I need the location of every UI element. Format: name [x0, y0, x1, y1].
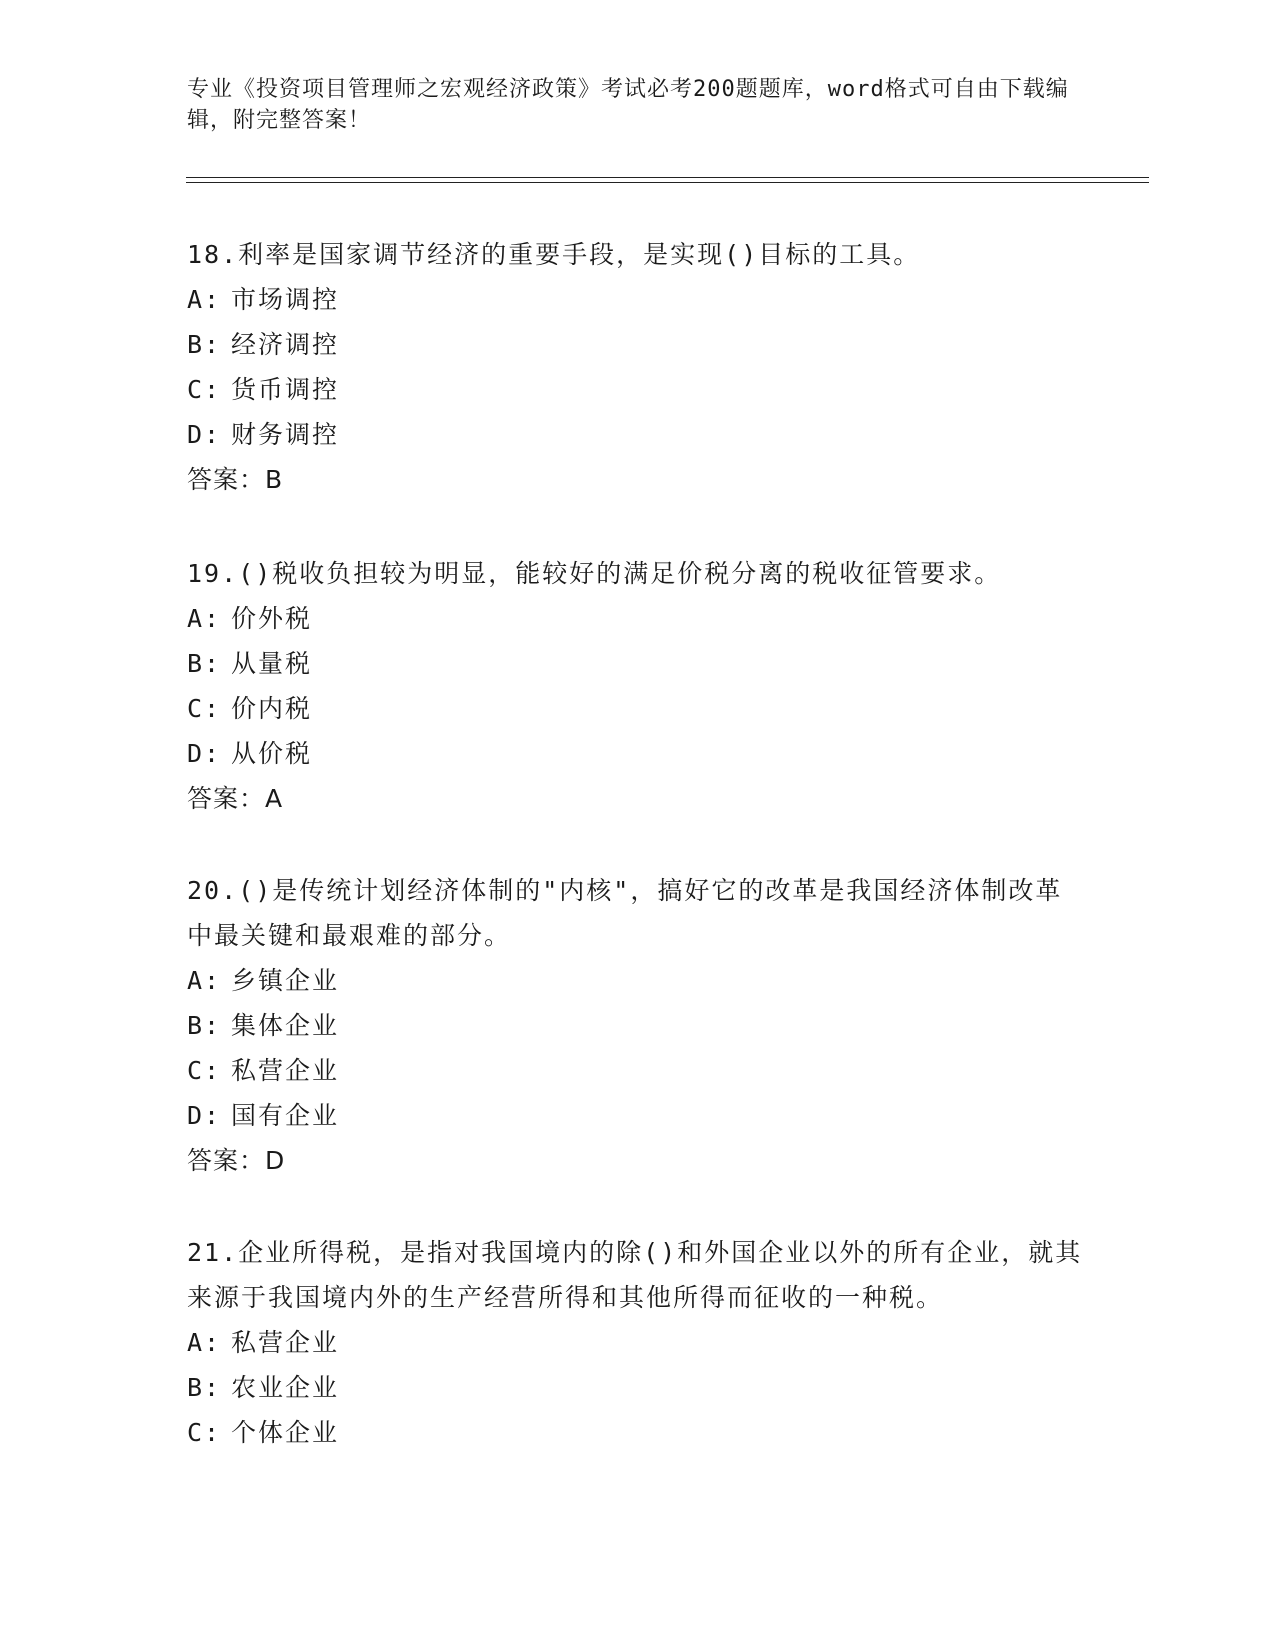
- option-letter: A:: [187, 1328, 222, 1357]
- option-text: 私营企业: [231, 1056, 340, 1085]
- option-text: 市场调控: [231, 285, 340, 314]
- header-divider-bottom: [186, 182, 1149, 183]
- option-a: [187, 958, 1087, 1003]
- answer-line: 答案：B: [187, 465, 284, 494]
- option-text: 私营企业: [231, 1328, 340, 1357]
- question-18: [187, 232, 1087, 502]
- option-text: 价外税: [231, 604, 313, 633]
- option-text: 从量税: [231, 649, 313, 678]
- header-divider-top: [186, 177, 1149, 178]
- question-20: [187, 868, 1087, 1183]
- option-d: [187, 412, 1087, 457]
- option-text: 价内税: [231, 694, 313, 723]
- question-stem: 19.()税收负担较为明显，能较好的满足价税分离的税收征管要求。: [187, 559, 1002, 588]
- option-letter: B:: [187, 649, 222, 678]
- option-text: 从价税: [231, 739, 313, 768]
- option-letter: A:: [187, 285, 222, 314]
- question-stem: 18.利率是国家调节经济的重要手段，是实现()目标的工具。: [187, 240, 921, 269]
- option-text: 国有企业: [231, 1101, 340, 1130]
- option-text: 乡镇企业: [231, 966, 340, 995]
- option-letter: C:: [187, 694, 222, 723]
- option-a: [187, 596, 1087, 641]
- option-letter: A:: [187, 966, 222, 995]
- option-letter: B:: [187, 1373, 222, 1402]
- option-letter: D:: [187, 1101, 222, 1130]
- option-text: 财务调控: [231, 420, 340, 449]
- option-text: 经济调控: [231, 330, 340, 359]
- option-c: [187, 1410, 1087, 1455]
- option-b: [187, 641, 1087, 686]
- option-letter: A:: [187, 604, 222, 633]
- option-text: 个体企业: [231, 1418, 340, 1447]
- option-a: [187, 277, 1087, 322]
- option-b: [187, 322, 1087, 367]
- question-19: [187, 551, 1087, 821]
- question-stem: 21.企业所得税，是指对我国境内的除()和外国企业以外的所有企业，就其来源于我国境内外的生产经营所得和其他所得而征收的一种税。: [187, 1238, 1083, 1312]
- option-b: [187, 1003, 1087, 1048]
- question-21: [187, 1230, 1087, 1455]
- question-stem: 20.()是传统计划经济体制的"内核"，搞好它的改革是我国经济体制改革中最关键和最艰难的部分。: [187, 876, 1063, 950]
- option-c: [187, 1048, 1087, 1093]
- option-text: 货币调控: [231, 375, 340, 404]
- option-letter: C:: [187, 375, 222, 404]
- option-d: [187, 731, 1087, 776]
- option-letter: B:: [187, 330, 222, 359]
- answer-line: 答案：D: [187, 1146, 286, 1175]
- option-b: [187, 1365, 1087, 1410]
- option-text: 集体企业: [231, 1011, 340, 1040]
- option-letter: D:: [187, 420, 222, 449]
- option-c: [187, 367, 1087, 412]
- option-text: 农业企业: [231, 1373, 340, 1402]
- option-a: [187, 1320, 1087, 1365]
- option-c: [187, 686, 1087, 731]
- option-letter: C:: [187, 1418, 222, 1447]
- option-letter: D:: [187, 739, 222, 768]
- option-letter: B:: [187, 1011, 222, 1040]
- answer-line: 答案：A: [187, 784, 284, 813]
- option-letter: C:: [187, 1056, 222, 1085]
- header-note: 专业《投资项目管理师之宏观经济政策》考试必考200题题库，word格式可自由下载编辑，附完整答案！: [187, 77, 1069, 133]
- option-d: [187, 1093, 1087, 1138]
